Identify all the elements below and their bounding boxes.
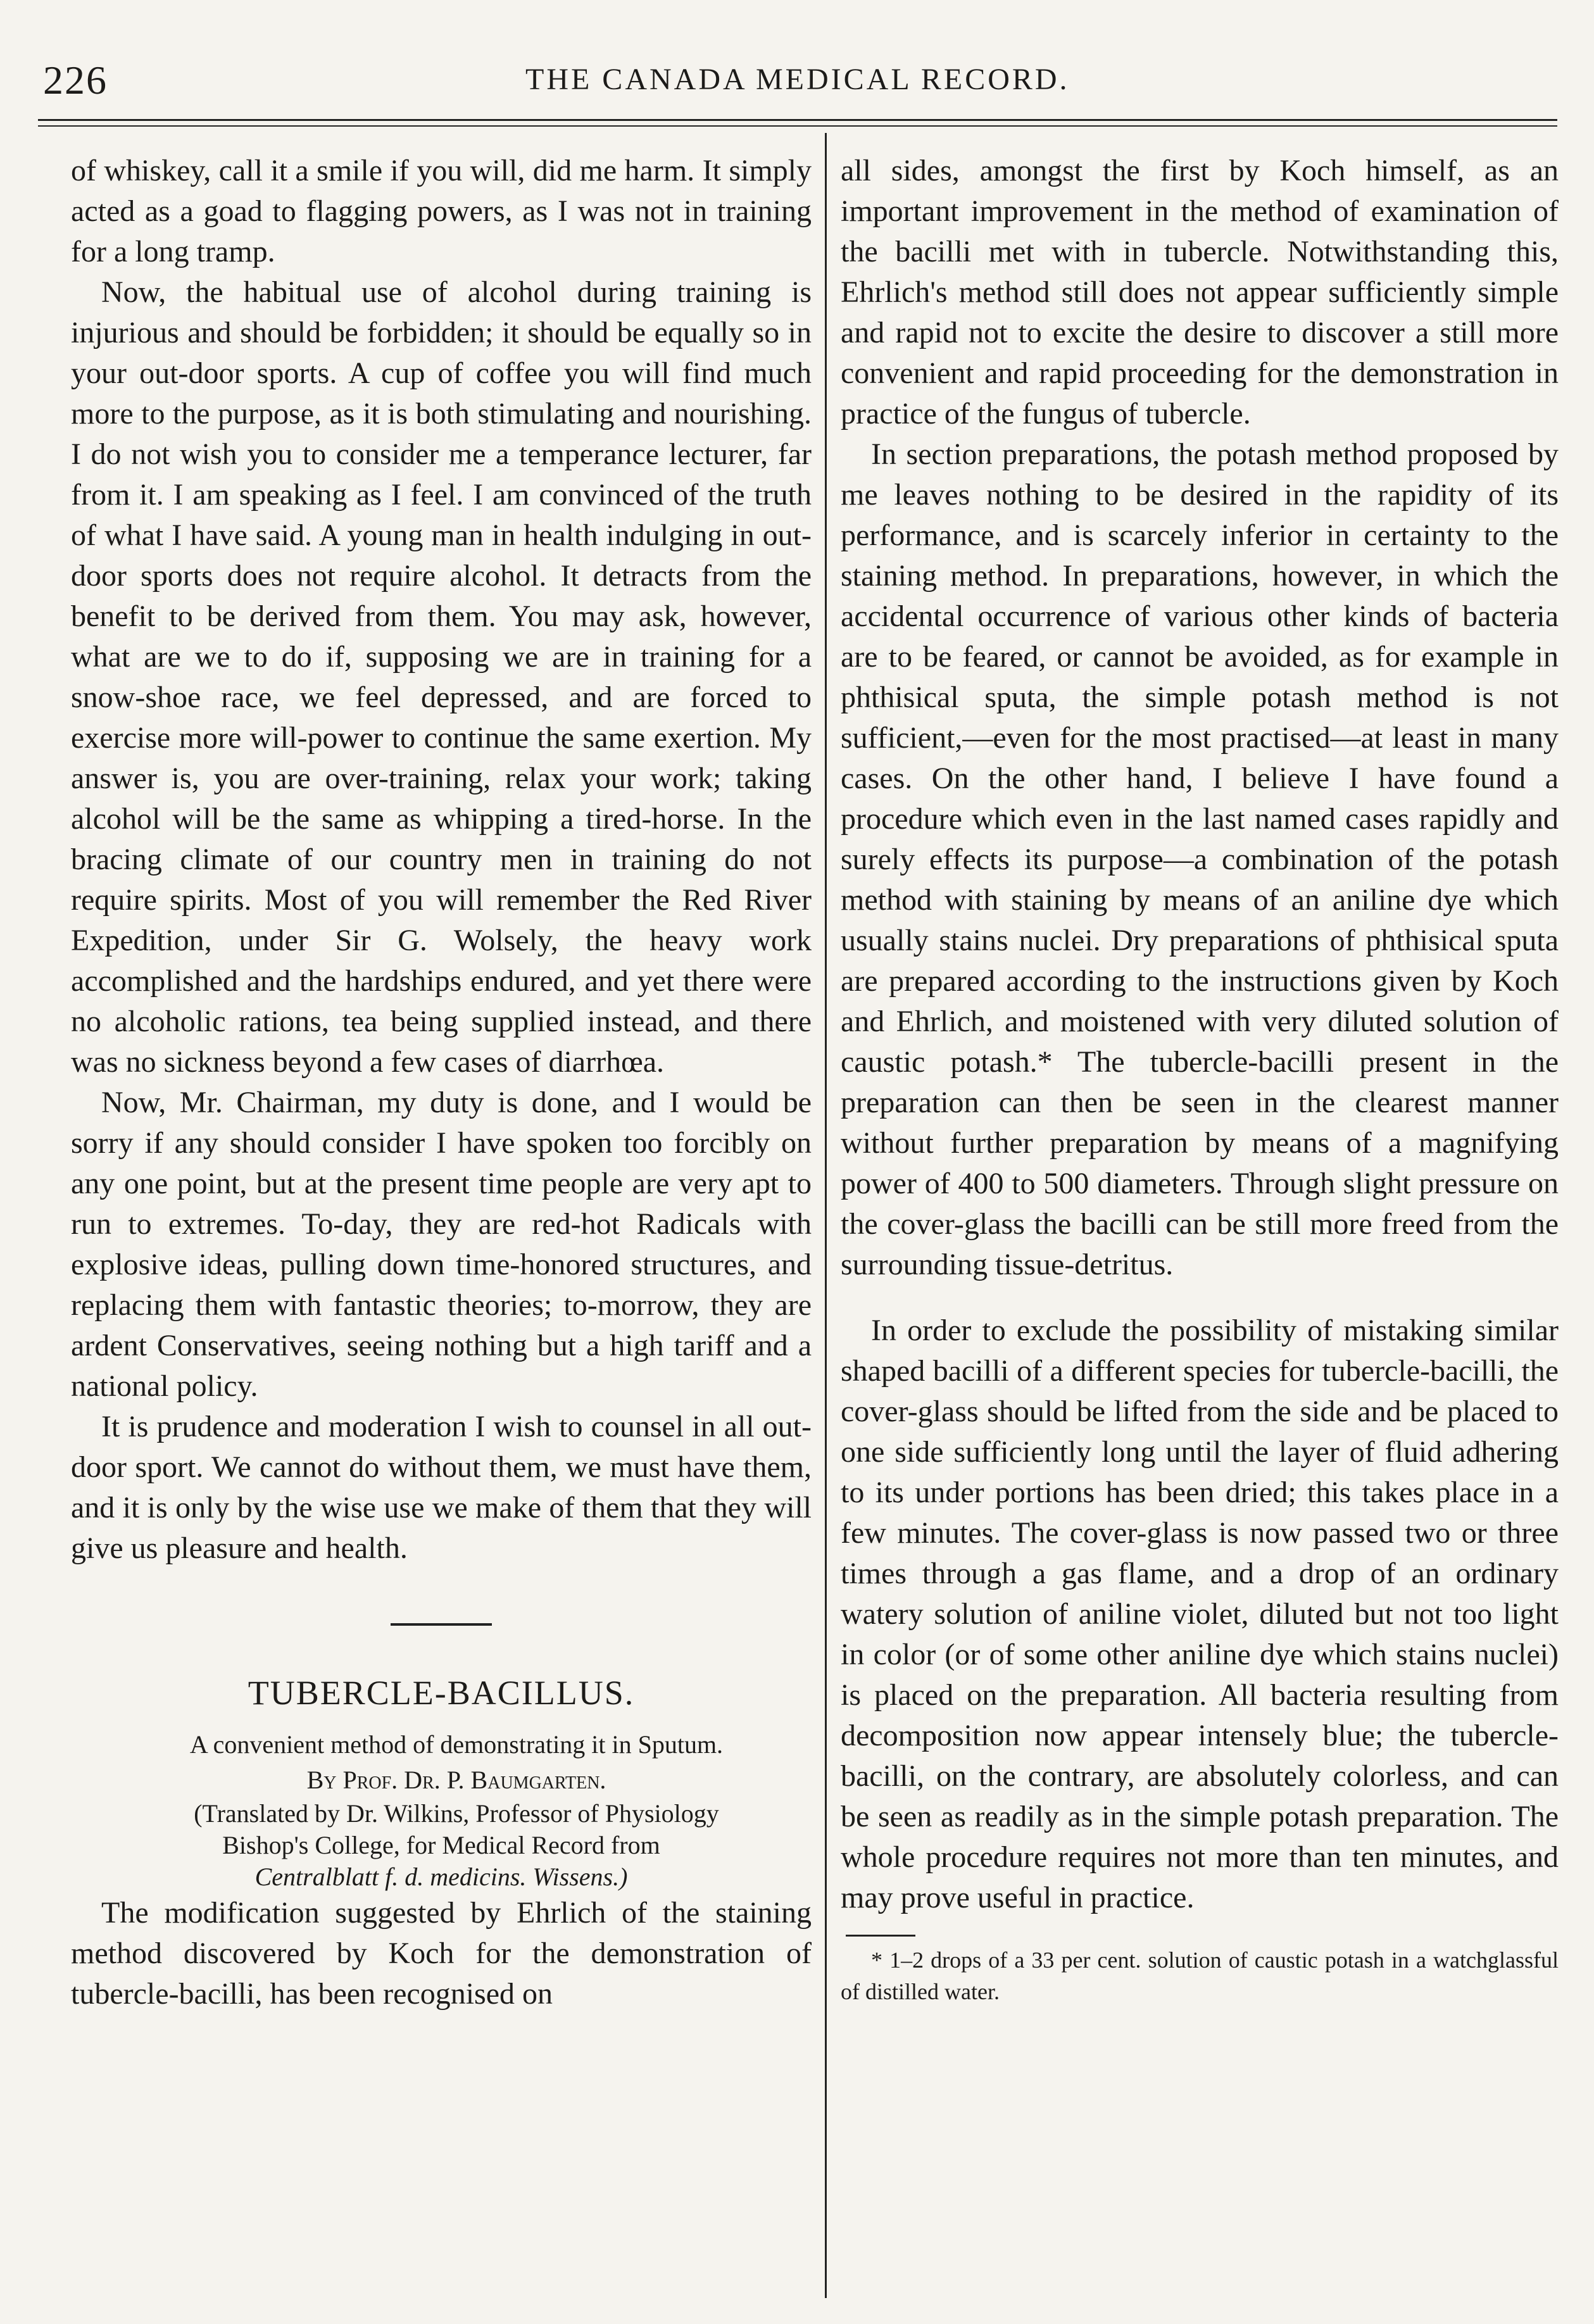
header-rule (38, 119, 1557, 121)
header-rule-secondary (38, 125, 1557, 127)
paragraph: It is prudence and moderation I wish to counsel in all out-door sport. We cannot do without them, we must have them, and it is only by the wise use we make of them that they will give us pleasure and health. (71, 1410, 812, 1565)
footnote-rule (846, 1935, 915, 1937)
footnote: * 1–2 drops of a 33 per cent. solution of caustic potash in a watchglassful of distilled water. (841, 1947, 1559, 2004)
translator-line: (Translated by Dr. Wilkins, Professor of Physiology (194, 1799, 719, 1828)
translator-line: Bishop's College, for Medical Record from (222, 1831, 660, 1859)
translator-source: Centralblatt f. d. medicins. Wissens.) (254, 1862, 628, 1891)
paragraph: of whiskey, call it a smile if you will, did me harm. It simply acted as a goad to flagging powers, as I was not in training for a long tramp. (71, 154, 812, 268)
article-title: TUBERCLE-BACILLUS. (248, 1674, 635, 1712)
paragraph: In section preparations, the potash method proposed by me leaves nothing to be desired in the rapidity of its performance, and is scarcely inferior in certainty to the staining method. In preparations, however, in which the accidental occurrence of various other kinds of bacteria are to be feared, or cannot be avoided, as for example in phthisical sputa, the simple potash method is not sufficient,—even for the most practised—at least in many cases. On the other hand, I believe I have found a procedure which even in the last named cases rapidly and surely effects its purpose—a combination of the potash method with staining by means of an aniline dye which usually stains nuclei. Dry preparations of phthisical sputa are prepared according to the instructions given by Koch and Ehrlich, and moistened with very diluted solution of caustic potash.* The tubercle-bacilli present in the preparation can then be seen in the clearest manner without further preparation by means of a magnifying power of 400 to 500 diameters. Through slight pressure on the cover-glass the bacilli can be still more freed from the surrounding tissue-detritus. (841, 437, 1559, 1281)
section-divider (391, 1623, 492, 1626)
paragraph: The modification suggested by Ehrlich of the staining method discovered by Koch for the demonstration of tubercle-bacilli, has been recognised on (71, 1896, 812, 2011)
paragraph: In order to exclude the possibility of mistaking similar shaped bacilli of a different species for tubercle-bacilli, the cover-glass should be lifted from the side and be placed to one side sufficiently long until the layer of fluid adhering to its under portions has been dried; this takes place in a few minutes. The cover-glass is now passed two or three times through a gas flame, and a drop of an ordinary watery solution of aniline violet, diluted but not too light in color (or of some other aniline dye which stains nuclei) is placed on the preparation. All bacteria resulting from decomposition now appear intensely blue; the tubercle-bacilli, on the contrary, are absolutely colorless, and can be seen as readily as in the simple potash preparation. The whole procedure requires not more than ten minutes, and may prove useful in practice. (841, 1314, 1559, 1914)
left-column (71, 151, 812, 2014)
journal-title: THE CANADA MEDICAL RECORD. (525, 63, 1070, 96)
page-header (38, 44, 1557, 120)
article-byline: By Prof. Dr. P. Baumgarten. (306, 1766, 606, 1794)
right-column (812, 151, 1559, 2007)
article-subtitle: A convenient method of demonstrating it in Sputum. (189, 1730, 724, 1759)
paragraph: all sides, amongst the first by Koch himself, as an important improvement in the method of examination of the bacilli met with in tubercle. Notwithstanding this, Ehrlich's method still does not appear sufficiently simple and rapid not to excite the desire to discover a still more convenient and rapid proceeding for the demonstration in practice of the fungus of tubercle. (841, 154, 1559, 430)
paragraph: Now, the habitual use of alcohol during training is injurious and should be forbidden; it should be equally so in your out-door sports. A cup of coffee you will find much more to the purpose, as it is both stimulating and nourishing. I do not wish you to consider me a temperance lecturer, far from it. I am speaking as I feel. I am convinced of the truth of what I have said. A young man in health indulging in out-door sports does not require alcohol. It detracts from the benefit to be derived from them. You may ask, however, what are we to do if, supposing we are in training for a snow-shoe race, we feel depressed, and are forced to exercise more will-power to continue the same exertion. My answer is, you are over-training, relax your work; taking alcohol will be the same as whipping a tired-horse. In the bracing climate of our country men in training do not require spirits. Most of you will remember the Red River Expedition, under Sir G. Wolsely, the heavy work accomplished and the hardships endured, and yet there were no alcoholic rations, tea being supplied instead, and there was no sickness beyond a few cases of diarrhœa. (71, 275, 812, 1079)
paragraph: Now, Mr. Chairman, my duty is done, and I would be sorry if any should consider I have spoken too forcibly on any one point, but at the present time people are very apt to run to extremes. To-day, they are red-hot Radicals with explosive ideas, pulling down time-honored structures, and replacing them with fantastic theories; to-morrow, they are ardent Conservatives, seeing nothing but a high tariff and a national policy. (71, 1086, 812, 1403)
translator-note (71, 1798, 812, 1893)
page-number: 226 (43, 58, 108, 103)
